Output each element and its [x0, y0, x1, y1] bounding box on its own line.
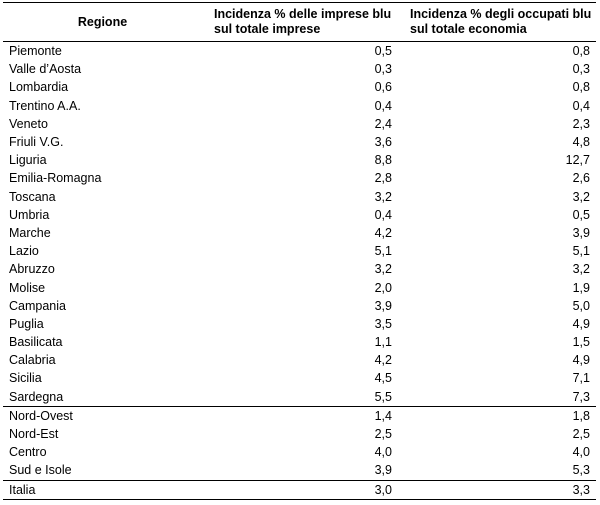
incidence-businesses-value: 0,3 — [374, 62, 392, 77]
table-row — [3, 406, 596, 425]
incidence-employed-value: 3,3 — [398, 480, 596, 499]
region-name: Umbria — [9, 207, 50, 222]
incidence-employed-value: 0,5 — [572, 207, 590, 222]
incidence-employed-value: 3,2 — [572, 262, 590, 277]
table-row — [3, 115, 596, 133]
incidence-businesses-value: 3,6 — [374, 135, 392, 150]
region-name: Italia — [3, 480, 202, 499]
incidence-businesses-value: 0,6 — [374, 80, 392, 95]
table-row — [3, 388, 596, 407]
incidence-employed-value: 7,1 — [572, 371, 590, 386]
table-row — [3, 278, 596, 296]
region-name: Friuli V.G. — [9, 135, 64, 150]
incidence-employed-value: 7,3 — [572, 389, 590, 404]
incidence-employed-value: 2,5 — [572, 427, 590, 442]
region-name: Basilicata — [9, 335, 63, 350]
region-name: Puglia — [9, 316, 44, 331]
incidence-businesses-value: 1,4 — [202, 406, 398, 425]
region-name: Emilia-Romagna — [9, 171, 102, 186]
table-row — [3, 78, 596, 96]
incidence-businesses-value: 4,0 — [374, 445, 392, 460]
region-name: Sud e Isole — [9, 463, 72, 478]
incidence-employed-value: 4,0 — [572, 445, 590, 460]
incidence-employed-value: 0,4 — [572, 98, 590, 113]
table-row — [3, 206, 596, 224]
table-row — [3, 242, 596, 260]
incidence-businesses-value: 5,1 — [374, 244, 392, 259]
region-name: Lazio — [9, 244, 39, 259]
table-row — [3, 60, 596, 78]
table-row — [3, 480, 596, 499]
incidence-employed-value: 1,8 — [398, 406, 596, 425]
header-incidence-businesses: Incidenza % delle imprese blu sul totale imprese — [202, 3, 398, 42]
incidence-employed-value: 5,3 — [572, 463, 590, 478]
table-row — [3, 188, 596, 206]
header-incidence-employed: Incidenza % degli occupati blu sul totale economia — [398, 3, 596, 42]
incidence-employed-value: 4,9 — [572, 316, 590, 331]
incidence-businesses-value: 3,9 — [374, 463, 392, 478]
incidence-businesses-value: 3,2 — [374, 189, 392, 204]
incidence-businesses-value: 2,5 — [374, 427, 392, 442]
table-row — [3, 151, 596, 169]
table-header-row — [3, 3, 596, 42]
incidence-employed-value: 12,7 — [565, 153, 590, 168]
region-name: Nord-Ovest — [3, 406, 202, 425]
data-table — [3, 2, 596, 500]
table-row — [3, 443, 596, 461]
table-row — [3, 461, 596, 480]
table-row — [3, 425, 596, 443]
region-name: Piemonte — [9, 44, 62, 59]
incidence-employed-value: 3,9 — [572, 225, 590, 240]
table-row — [3, 260, 596, 278]
incidence-businesses-value: 0,4 — [374, 98, 392, 113]
incidence-businesses-value: 8,8 — [374, 153, 392, 168]
incidence-employed-value: 4,9 — [572, 353, 590, 368]
incidence-businesses-value: 4,2 — [374, 353, 392, 368]
incidence-employed-value: 1,9 — [572, 280, 590, 295]
table-row — [3, 97, 596, 115]
incidence-employed-value: 0,8 — [572, 44, 590, 59]
incidence-businesses-value: 0,5 — [374, 44, 392, 59]
table-row — [3, 224, 596, 242]
table-body — [3, 42, 596, 500]
incidence-businesses-value: 4,2 — [374, 225, 392, 240]
region-name: Nord-Est — [9, 427, 59, 442]
region-name: Marche — [9, 225, 51, 240]
incidence-employed-value: 4,8 — [572, 135, 590, 150]
data-table-container — [3, 2, 596, 500]
region-name: Calabria — [9, 353, 56, 368]
incidence-employed-value: 5,1 — [572, 244, 590, 259]
incidence-employed-value: 3,2 — [572, 189, 590, 204]
table-row — [3, 297, 596, 315]
region-name: Lombardia — [9, 80, 69, 95]
table-row — [3, 333, 596, 351]
incidence-businesses-value: 2,4 — [374, 116, 392, 131]
incidence-employed-value: 0,3 — [572, 62, 590, 77]
incidence-businesses-value: 3,0 — [202, 480, 398, 499]
incidence-businesses-value: 0,4 — [374, 207, 392, 222]
incidence-employed-value: 0,8 — [572, 80, 590, 95]
region-name: Veneto — [9, 116, 48, 131]
region-name: Liguria — [9, 153, 47, 168]
region-name: Abruzzo — [9, 262, 55, 277]
table-row — [3, 169, 596, 187]
incidence-employed-value: 2,3 — [572, 116, 590, 131]
incidence-businesses-value: 2,0 — [374, 280, 392, 295]
incidence-employed-value: 5,0 — [572, 298, 590, 313]
table-row — [3, 351, 596, 369]
incidence-businesses-value: 3,2 — [374, 262, 392, 277]
incidence-businesses-value: 3,9 — [374, 298, 392, 313]
incidence-employed-value: 2,6 — [572, 171, 590, 186]
incidence-businesses-value: 2,8 — [374, 171, 392, 186]
region-name: Sardegna — [9, 389, 64, 404]
table-row — [3, 369, 596, 387]
table-row — [3, 133, 596, 151]
region-name: Molise — [9, 280, 46, 295]
table-row — [3, 315, 596, 333]
region-name: Valle d’Aosta — [9, 62, 82, 77]
region-name: Sicilia — [9, 371, 42, 386]
incidence-businesses-value: 4,5 — [374, 371, 392, 386]
region-name: Toscana — [9, 189, 56, 204]
region-name: Campania — [9, 298, 66, 313]
incidence-businesses-value: 3,5 — [374, 316, 392, 331]
table-row — [3, 42, 596, 61]
region-name: Trentino A.A. — [9, 98, 81, 113]
incidence-businesses-value: 1,1 — [374, 335, 392, 350]
incidence-employed-value: 1,5 — [572, 335, 590, 350]
region-name: Centro — [9, 445, 47, 460]
incidence-businesses-value: 5,5 — [374, 389, 392, 404]
header-region: Regione — [3, 3, 202, 42]
